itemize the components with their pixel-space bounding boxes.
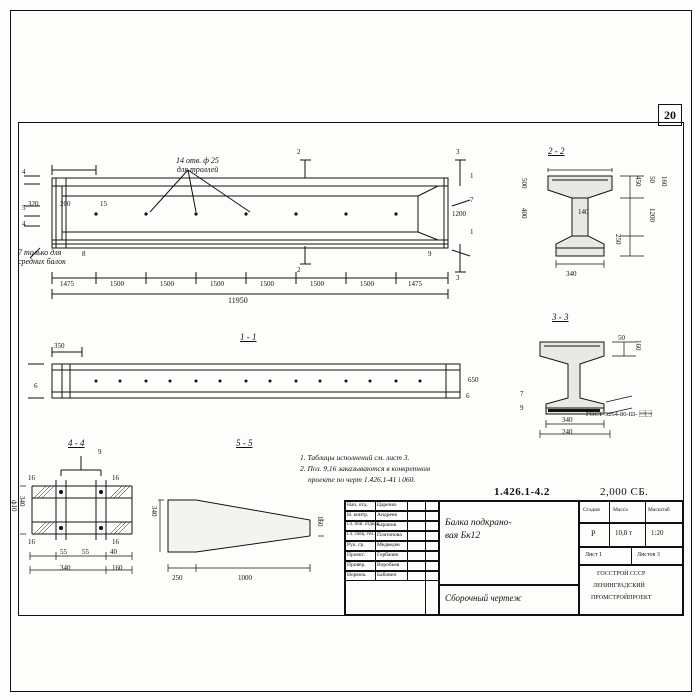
dim-chain-8: 1475 bbox=[408, 280, 422, 288]
tb-stage-value: Р bbox=[591, 529, 596, 538]
tb-name-3: Баранов bbox=[377, 522, 397, 528]
tb-org-line-3: ПРОМСТРОЙПРОЕКТ bbox=[591, 595, 652, 601]
mark-5: 5 bbox=[22, 204, 26, 212]
tb-name-7: Воробьев bbox=[377, 562, 400, 568]
tb-name-8: Бабович bbox=[377, 572, 397, 578]
dim-200: 200 bbox=[60, 200, 71, 208]
title-block bbox=[344, 500, 684, 616]
tb-role-4: Гл. спец. тех. bbox=[347, 532, 375, 537]
dim-4-4-d10: ф10 bbox=[10, 500, 18, 512]
dim-320: 320 bbox=[28, 200, 39, 208]
mark-4-top: 4 bbox=[22, 168, 26, 176]
dim-5-5-340: 340 bbox=[150, 506, 158, 517]
section-mark-1-bottom: 1 bbox=[470, 228, 474, 236]
tb-role-5: Рук. гр. bbox=[347, 542, 365, 548]
section-2-2-title: 2 - 2 bbox=[548, 146, 565, 156]
dim-4-4-55-b: 55 bbox=[82, 548, 89, 556]
page-number-box: 20 bbox=[658, 104, 682, 126]
tb-org-line-1: ГОССТРОЙ СССР bbox=[597, 571, 646, 577]
dim-5-5-250: 250 bbox=[172, 574, 183, 582]
dim-3-3-160: 160 bbox=[634, 340, 642, 351]
mark-3-3-7: 7 bbox=[520, 390, 524, 398]
drawing-scale-note: 2,000 СБ. bbox=[600, 486, 649, 498]
tb-stage-sep-1 bbox=[609, 501, 610, 547]
tb-col-sep-3 bbox=[425, 501, 426, 615]
drawing-code: 1.426.1-4.2 bbox=[494, 486, 550, 498]
dim-4-4-340-b: 340 bbox=[60, 564, 71, 572]
dim-chain-1: 1475 bbox=[60, 280, 74, 288]
tb-sheets-label: Листов 3 bbox=[637, 552, 660, 558]
tb-role-3: Гл. пои. отдела bbox=[347, 522, 379, 527]
note-line-1: 1. Таблицы исполнений см. лист 3. bbox=[300, 453, 410, 462]
note-line-3: проекте по черт 1.426.1-41 і 060. bbox=[308, 475, 416, 484]
dim-chain-6: 1500 bbox=[310, 280, 324, 288]
dim-2-2-160: 160 bbox=[660, 176, 668, 187]
mark-6-right: 6 bbox=[466, 392, 470, 400]
mark-3-3-9: 9 bbox=[520, 404, 524, 412]
section-mark-3-top: 3 bbox=[456, 148, 460, 156]
dim-1200: 1200 bbox=[452, 210, 466, 218]
holes-callout: 14 отв. ф 25 для троллей bbox=[176, 156, 219, 174]
dim-5-5-1000: 1000 bbox=[238, 574, 252, 582]
section-4-4-title: 4 - 4 bbox=[68, 438, 85, 448]
mark-6-left: 6 bbox=[34, 382, 38, 390]
dim-4-4-16-a: 16 bbox=[28, 474, 35, 482]
section-mark-2-top: 2 bbox=[297, 148, 301, 156]
tb-object-title: Балка подкрано- вая Бк12 bbox=[445, 518, 512, 541]
mark-4-4-9: 9 bbox=[98, 448, 102, 456]
dim-chain-7: 1500 bbox=[360, 280, 374, 288]
mark-4-bottom: 4 bbox=[22, 220, 26, 228]
tb-org-line-2: ЛЕНИНГРАДСКИЙ bbox=[593, 583, 645, 589]
dim-2-2-250: 250 bbox=[614, 234, 622, 245]
tb-role-7: Провер. bbox=[347, 562, 366, 568]
tb-scale-value: 1:20 bbox=[651, 529, 664, 537]
tb-name-5: Медведев bbox=[377, 542, 400, 548]
dim-2-2-500: 500 bbox=[520, 178, 528, 189]
dim-2-2-140: 140 bbox=[578, 208, 589, 216]
tb-role-2: Н. контр. bbox=[347, 512, 369, 518]
dim-4-4-55-a: 55 bbox=[60, 548, 67, 556]
tb-role-6: Проект. bbox=[347, 552, 365, 558]
dim-chain-3: 1500 bbox=[160, 280, 174, 288]
section-mark-2-bottom: 2 bbox=[297, 266, 301, 274]
tb-scale-header: Масштаб bbox=[648, 507, 670, 513]
dim-chain-4: 1500 bbox=[210, 280, 224, 288]
dim-2-2-340: 340 bbox=[566, 270, 577, 278]
dim-2-2-1200: 1200 bbox=[648, 208, 656, 222]
tb-name-6: Горбачев bbox=[377, 552, 399, 558]
dim-4-4-16-d: 16 bbox=[112, 538, 119, 546]
tb-name-2: Андреев bbox=[377, 512, 397, 518]
tb-role-1: Нач. отд. bbox=[347, 502, 368, 508]
tb-doc-title: Сборочный чертеж bbox=[445, 593, 522, 603]
mark-9-main: 9 bbox=[428, 250, 432, 258]
dim-chain-5: 1500 bbox=[260, 280, 274, 288]
dim-5-5-160: 160 bbox=[316, 516, 324, 527]
tb-object-cell bbox=[439, 501, 579, 585]
dim-650: 650 bbox=[468, 376, 479, 384]
tb-sheet-label: Лист 1 bbox=[585, 552, 603, 558]
dim-4-4-16-c: 16 bbox=[28, 538, 35, 546]
dim-total-length: 11950 bbox=[228, 296, 248, 305]
tb-sheet-sep bbox=[631, 547, 632, 565]
dim-2-2-50: 50 bbox=[648, 176, 656, 183]
section-mark-1-top: 1 bbox=[470, 172, 474, 180]
tb-col-sep-2 bbox=[407, 501, 408, 581]
dim-4-4-16-b: 16 bbox=[112, 474, 119, 482]
tb-stage-sep-2 bbox=[645, 501, 646, 547]
tb-name-1: Царenко bbox=[377, 502, 397, 508]
mark-8-main: 8 bbox=[82, 250, 86, 258]
section-mark-3-bottom: 3 bbox=[456, 274, 460, 282]
tb-stage-header: Стадия bbox=[583, 507, 600, 513]
note-line-2: 2. Поз. 9,16 заказываются в конкретном bbox=[300, 464, 431, 473]
dim-3-3-50: 50 bbox=[618, 334, 625, 342]
dim-4-4-160: 160 bbox=[112, 564, 123, 572]
mark-7-main: 7 bbox=[470, 196, 474, 204]
dim-3-3-240: 240 bbox=[562, 428, 573, 436]
section-3-3-title: 3 - 3 bbox=[552, 312, 569, 322]
dim-chain-2: 1500 bbox=[110, 280, 124, 288]
dim-15: 15 bbox=[100, 200, 107, 208]
tb-col-sep-1 bbox=[375, 501, 376, 581]
tb-role-8: Нормок. bbox=[347, 572, 367, 578]
section-5-5-title: 5 - 5 bbox=[236, 438, 253, 448]
weld-note-3-3: ГОСТ-5264-80-Ш-  bbox=[586, 411, 653, 418]
tb-name-4: Платонова bbox=[377, 532, 402, 538]
dim-350: 350 bbox=[54, 342, 65, 350]
dim-3-3-340: 340 bbox=[562, 416, 573, 424]
dim-2-2-450: 450 bbox=[634, 176, 642, 187]
dim-2-2-400: 400 bbox=[520, 208, 528, 219]
tb-mass-header: Масса bbox=[613, 507, 628, 513]
notes-block bbox=[300, 452, 520, 485]
dim-4-4-40: 40 bbox=[110, 548, 117, 556]
dim-4-4-340: 340 bbox=[18, 496, 26, 507]
edge-note-7: 7 только для средних балок bbox=[18, 248, 66, 266]
tb-mass-value: 10,8 т bbox=[615, 529, 633, 537]
section-1-1-title: 1 - 1 bbox=[240, 332, 257, 342]
